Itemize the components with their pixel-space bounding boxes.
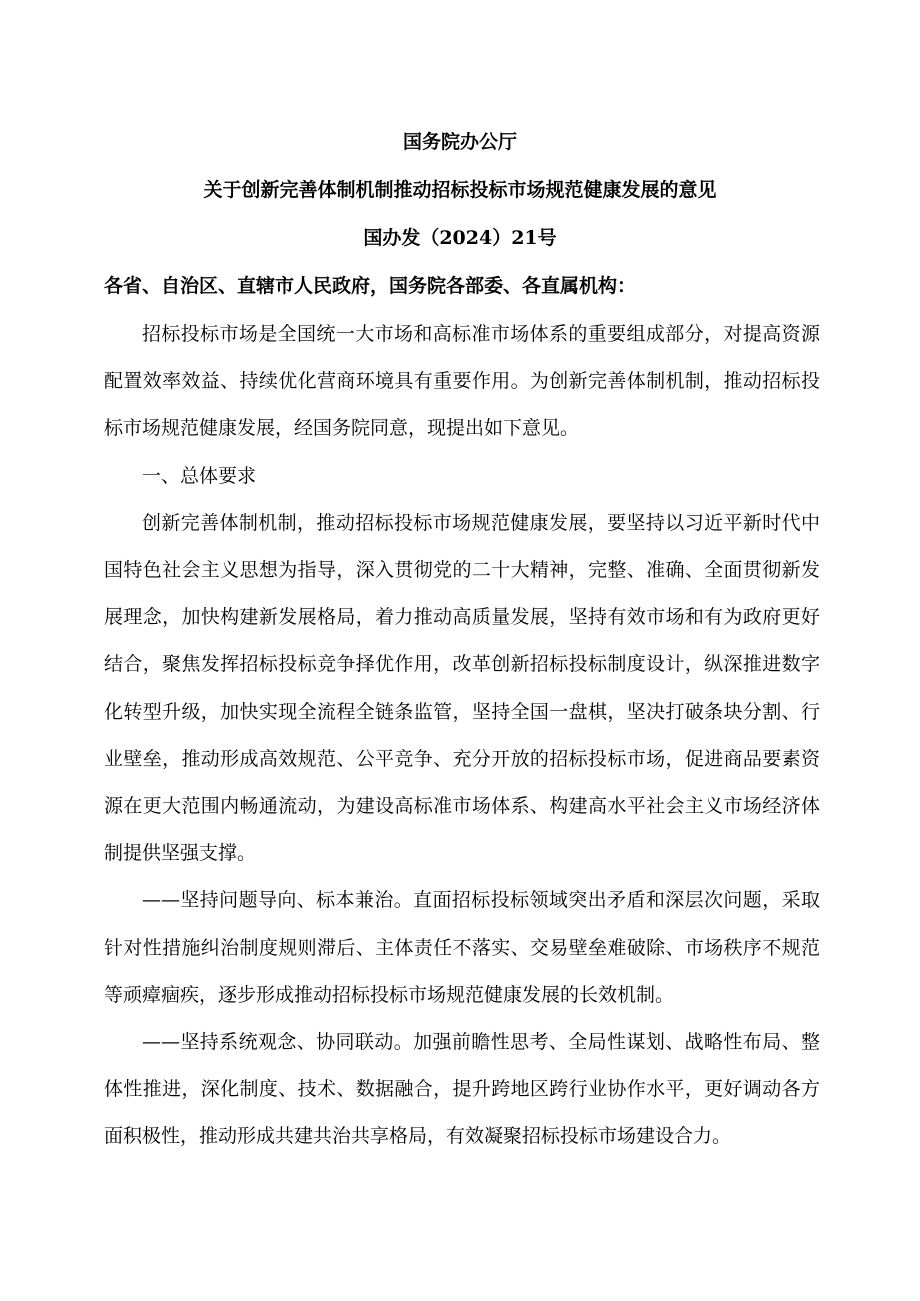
salutation: 各省、自治区、直辖市人民政府，国务院各部委、各直属机构：	[104, 275, 637, 297]
general-requirements-paragraph: 创新完善体制机制，推动招标投标市场规范健康发展，要坚持以习近平新时代中国特色社会主义思想为指导，深入贯彻党的二十大精神，完整、准确、全面贯彻新发展理念，加快构建新发展格局，着力推动高质量发展，坚持有效市场和有为政府更好结合，聚焦发挥招标投标竞争择优作用，改革创新招标投标制度设计，纵深推进数字化转型升级，加快实现全流程全链条监管，坚持全国一盘棋，坚决打破条块分割、行业壁垒，推动形成高效规范、公平竞争、充分开放的招标投标市场，促进商品要素资源在更大范围内畅通流动，为建设高标准市场体系、构建高水平社会主义市场经济体制提供坚强支撑。	[104, 511, 820, 865]
document-title: 关于创新完善体制机制推动招标投标市场规范健康发展的意见	[203, 179, 717, 201]
principle-problem-oriented: ——坚持问题导向、标本兼治。直面招标投标领域突出矛盾和深层次问题，采取针对性措施纠治制度规则滞后、主体责任不落实、交易壁垒难破除、市场秩序不规范等顽瘴痼疾，逐步形成推动招标投标市场规范健康发展的长效机制。	[104, 889, 820, 1006]
issuer-heading: 国务院办公厅	[402, 131, 517, 153]
intro-paragraph: 招标投标市场是全国统一大市场和高标准市场体系的重要组成部分，对提高资源配置效率效益、持续优化营商环境具有重要作用。为创新完善体制机制，推动招标投标市场规范健康发展，经国务院同意，现提出如下意见。	[104, 323, 820, 440]
principle-systematic-coordination: ——坚持系统观念、协同联动。加强前瞻性思考、全局性谋划、战略性布局、整体性推进，深化制度、技术、数据融合，提升跨地区跨行业协作水平，更好调动各方面积极性，推动形成共建共治共享格局，有效凝聚招标投标市场建设合力。	[104, 1031, 820, 1148]
document-body	[104, 311, 820, 1161]
section-heading-general-requirements: 一、总体要求	[142, 464, 257, 487]
document-number: 国办发（2024）21号	[363, 227, 557, 249]
